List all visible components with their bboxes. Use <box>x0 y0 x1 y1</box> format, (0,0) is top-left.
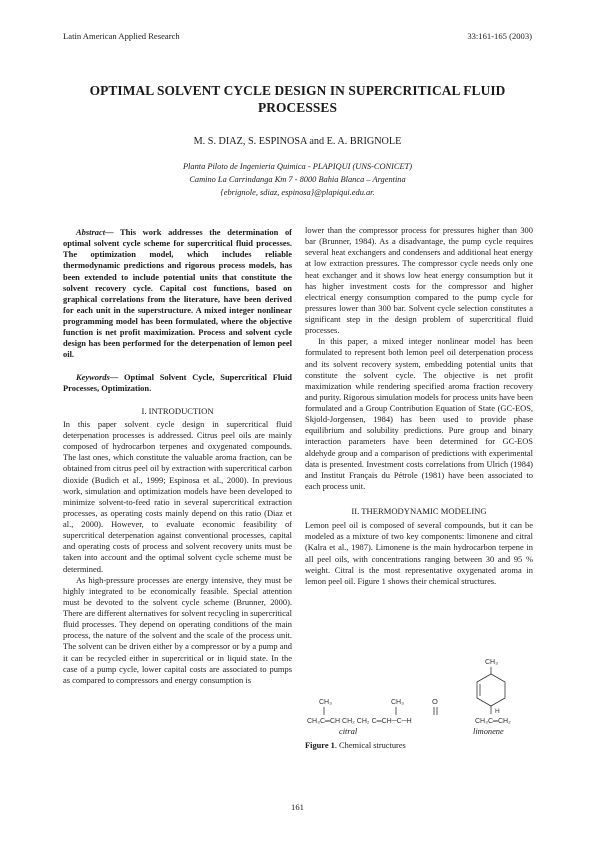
authors: M. S. DIAZ, S. ESPINOSA and E. A. BRIGNOLE <box>193 136 402 147</box>
chemical-structures-figure <box>305 652 533 752</box>
page-number: 161 <box>291 802 304 812</box>
limonene-hydrogen: H <box>495 708 500 715</box>
limonene-label: limonene <box>473 727 504 736</box>
keywords <box>63 372 292 394</box>
paper-title: OPTIMAL SOLVENT CYCLE DESIGN IN SUPERCRITICAL FLUID PROCESSES <box>89 83 506 115</box>
citral-oxygen: O <box>432 697 438 706</box>
paragraph: In this paper solvent cycle design in supercritical fluid deterpenation processes is addressed. Citrus peel oils are mainly composed of hydrocarbon terpenes and oxygenated compounds. The last ones, which constitute the valuable aroma fraction, can be obtained from citrus peel oil by extraction with supercritical carbon dioxide (Budich et al., 1999; Espinosa et al., 2000). In previous work, simulation and optimization models have been developed to minimize solvent-to-feed ratio in several supercritical extraction processes, as operating costs mainly depend on this ratio (Diaz et al., 2000). However, to evaluate economic feasibility of supercritical deterpenation against conventional processes, capital and operating costs of process and solvent recovery units must be taken into account and the optimal solvent cycle scheme must be determined. <box>63 418 292 574</box>
journal-name: Latin American Applied Research <box>63 31 180 41</box>
figure-caption-text: . Chemical structures <box>334 741 406 750</box>
paragraph: Lemon peel oil is composed of several compounds, but it can be modeled as a mixture of two key components: limonene and citral (Kalra et al., 1987). Limonene is the main hydrocarbon terpene in all peel oils, with concentrations ranging between 30 and 95 % weight. Citral is the most representative oxygenated aroma in lemon peel oil. Figure 1 shows their chemical structures. <box>305 520 533 586</box>
citral-formula: CH₃C═CH CH₂ CH₂ C═CH─C─H <box>307 718 412 725</box>
section-heading: I. INTRODUCTION <box>141 405 214 416</box>
limonene-isopropenyl: CH₃C═CH₂ <box>475 718 511 725</box>
keywords-label: Keywords <box>76 371 110 382</box>
right-column <box>305 225 533 587</box>
keywords-text: — Optimal Solvent Cycle, Supercritical Fluid Processes, Optimization. <box>63 371 292 393</box>
affiliation-line: Camino La Carrindanga Km 7 - 8000 Bahia Blanca – Argentina <box>189 175 406 184</box>
affiliation-line: {ebrignole, sdiaz, espinosa}@plapiqui.edu.ar. <box>220 188 375 197</box>
citral-methyl-mid: CH₃ <box>391 699 404 706</box>
figure-caption-label: Figure 1 <box>305 741 335 750</box>
left-column <box>63 227 292 686</box>
affiliation <box>0 160 595 199</box>
limonene-methyl-top: CH₃ <box>485 659 498 666</box>
citral-label: citral <box>339 727 358 736</box>
abstract-label: Abstract <box>76 227 106 237</box>
figure-caption <box>305 741 406 750</box>
chemical-structures-drawing <box>305 652 533 752</box>
section-heading: II. THERMODYNAMIC MODELING <box>351 506 487 516</box>
paragraph: As high-pressure processes are energy intensive, they must be highly integrated to be economically feasible. Special attention must be devoted to the solvent cycle scheme (Brunner, 2000). There are different alternatives for solvent recycling in supercritical fluid processes. They depend on operating conditions of the main process, the nature of the solvent and the scale of the process unit. The solvent can be driven either by a compressor or by a pump and it can be recycled either in supercritical or in liquid state. In the case of a pump cycle, lower capital costs are associated to pumps as compared to compressors and energy consumption is <box>63 574 292 685</box>
limonene-ring <box>477 674 505 706</box>
abstract <box>63 227 292 361</box>
abstract-text: — This work addresses the determination of optimal solvent cycle scheme for supercritical fluid processes. The optimization model, which includes reliable thermodynamic predictions and rigorous process models, has been extended to include potential units that constitute the solvent recovery cycle. Capital cost functions, based on graphical correlations from the literature, have been derived for each unit in the superstructure. A mixed integer nonlinear programming model has been formulated, where the objective function is net profit maximization. Process and solvent cycle design has been performed for the deterpenation of lemon peel oil. <box>63 227 292 360</box>
affiliation-line: Planta Piloto de Ingenieria Quimica - PLAPIQUI (UNS-CONICET) <box>182 162 413 171</box>
paragraph: In this paper, a mixed integer nonlinear model has been formulated to represent both lemon peel oil deterpenation process and its solvent recovery system, embedding potential units that constitute the solvent cycle. The objective is net profit maximization while rendering specified aroma fraction recovery and purity. Rigorous simulation models for process units have been formulated and a Group Contribution Equation of State (GC-EOS, Skjold-Jorgensen, 1984) has been used to provide phase equilibrium and solubility predictions. Pure group and binary interaction parameters have been determined for GC-EOS aldehyde group and a comparison of predictions with experimental data is presented. Investment costs correlations from Ulrich (1984) and Institut Français du Pétrole (1981) have been associated to each process unit. <box>305 336 533 491</box>
paragraph: lower than the compressor process for pressures higher than 300 bar (Brunner, 1984). As a disadvantage, the pump cycle requires several heat exchangers and condensers and additional heat energy at low extraction pressures. The compressor cycle needs only one heat exchanger and it shows low heat energy consumption but it has higher investment costs for the compressor and higher electrical energy consumption compared to the pump cycle for pressures lower than 300 bar. Solvent cycle selection constitutes a significant step in the design problem of supercritical fluid processes. <box>305 225 533 336</box>
volume-pages: 33:161-165 (2003) <box>467 31 532 41</box>
citral-methyl-left: CH₃ <box>319 699 332 706</box>
